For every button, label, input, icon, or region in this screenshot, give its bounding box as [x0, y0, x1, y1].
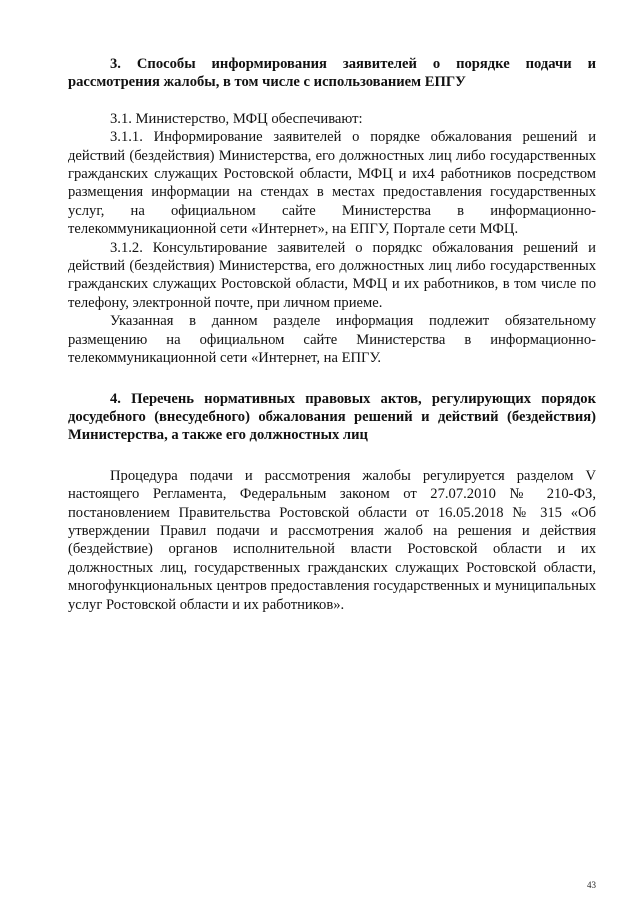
page-number: 43 — [587, 880, 596, 890]
section-3-heading: 3. Способы информирования заявителей о порядке подачи и рассмотрения жалобы, в том числе с использованием ЕПГУ — [68, 56, 596, 91]
paragraph-3-note: Указанная в данном разделе информация подлежит обязательному размещению на официальном сайте Министерства в информационно-телекоммуникационной сети «Интернет, на ЕПГУ. — [68, 313, 596, 367]
paragraph-4-body: Процедура подачи и рассмотрения жалобы регулируется разделом V настоящего Регламента, Федеральным законом от 27.07.2010 № 210-ФЗ, постановлением Правительства Ростовской области от 16.05.2018 № 315 «Об утверждении Правил подачи и рассмотрения жалоб на решения и действия (бездействие) органов исполнительной власти Ростовской области и их должностных лиц, государственных гражданских служащих Ростовской области, многофункциональных центров предоставления государственных и муниципальных услуг Ростовской области и их работников». — [68, 467, 596, 613]
section-4-heading: 4. Перечень нормативных правовых актов, регулирующих порядок досудебного (внесудебного) обжалования решений и действий (бездействия) Министерства, а также его должностных лиц — [68, 390, 596, 444]
paragraph-3-1-1: 3.1.1. Информирование заявителей о порядке обжалования решений и действий (бездействия) Министерства, его должностных лиц либо государственных гражданских служащих Ростовской области, МФЦ и их4 работников посредством размещения информации на стендах в местах предоставления государственных услуг, на официальном сайте Министерства в информационно-телекоммуникационной сети «Интернет», на ЕПГУ, Портале сети МФЦ. — [68, 129, 596, 238]
document-page — [68, 55, 596, 614]
spacer — [68, 368, 596, 390]
spacer — [68, 445, 596, 467]
paragraph-3-1-2: 3.1.2. Консультирование заявителей о порядкс обжалования решений и действий (бездействия) Министерства, его должностных лиц либо государственных гражданских служащих Ростовской области, МФЦ и их работников, в том числе по телефону, электронной почте, при личном приеме. — [68, 239, 596, 311]
paragraph-3-1: 3.1. Министерство, МФЦ обеспечивают: — [110, 110, 363, 127]
spacer — [68, 92, 596, 110]
